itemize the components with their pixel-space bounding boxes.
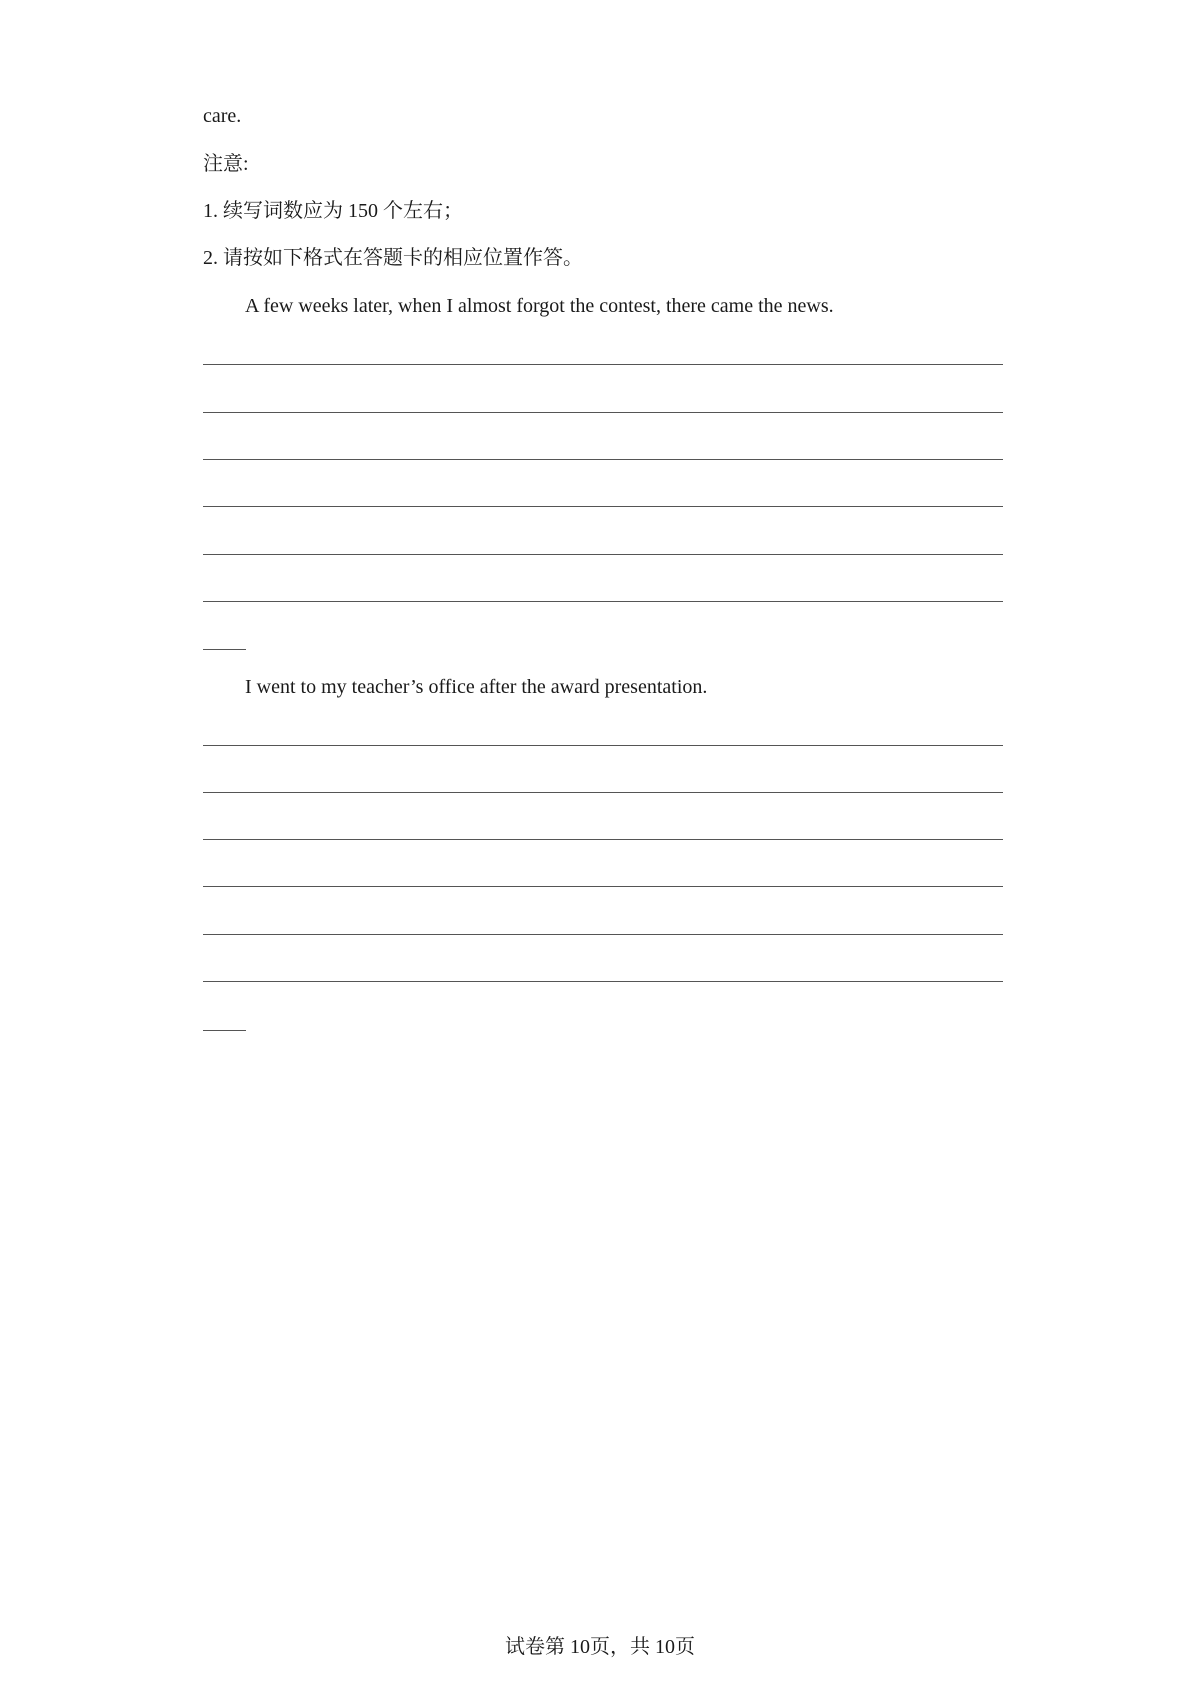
paragraph-1-opening: A few weeks later, when I almost forgot the contest, there came the news. (245, 295, 834, 317)
answer-line[interactable] (203, 601, 1003, 602)
instruction-1: 1. 续写词数应为 150 个左右； (203, 200, 463, 222)
answer-line[interactable] (203, 886, 1003, 887)
answer-line[interactable] (203, 554, 1003, 555)
paragraph-2-opening: I went to my teacher’s office after the award presentation. (245, 676, 708, 698)
page-footer: 试卷第 10页，共 10页 (505, 1636, 695, 1658)
text-care: care. (203, 105, 242, 127)
answer-line[interactable] (203, 506, 1003, 507)
answer-line[interactable] (203, 839, 1003, 840)
answer-line[interactable] (203, 934, 1003, 935)
instruction-2: 2. 请按如下格式在答题卡的相应位置作答。 (203, 247, 583, 269)
answer-line[interactable] (203, 459, 1003, 460)
answer-line-end[interactable] (203, 1030, 246, 1031)
answer-line[interactable] (203, 792, 1003, 793)
answer-line[interactable] (203, 981, 1003, 982)
answer-line[interactable] (203, 412, 1003, 413)
notice-heading: 注意: (203, 153, 249, 175)
answer-line[interactable] (203, 745, 1003, 746)
answer-line[interactable] (203, 364, 1003, 365)
answer-line-end[interactable] (203, 649, 246, 650)
